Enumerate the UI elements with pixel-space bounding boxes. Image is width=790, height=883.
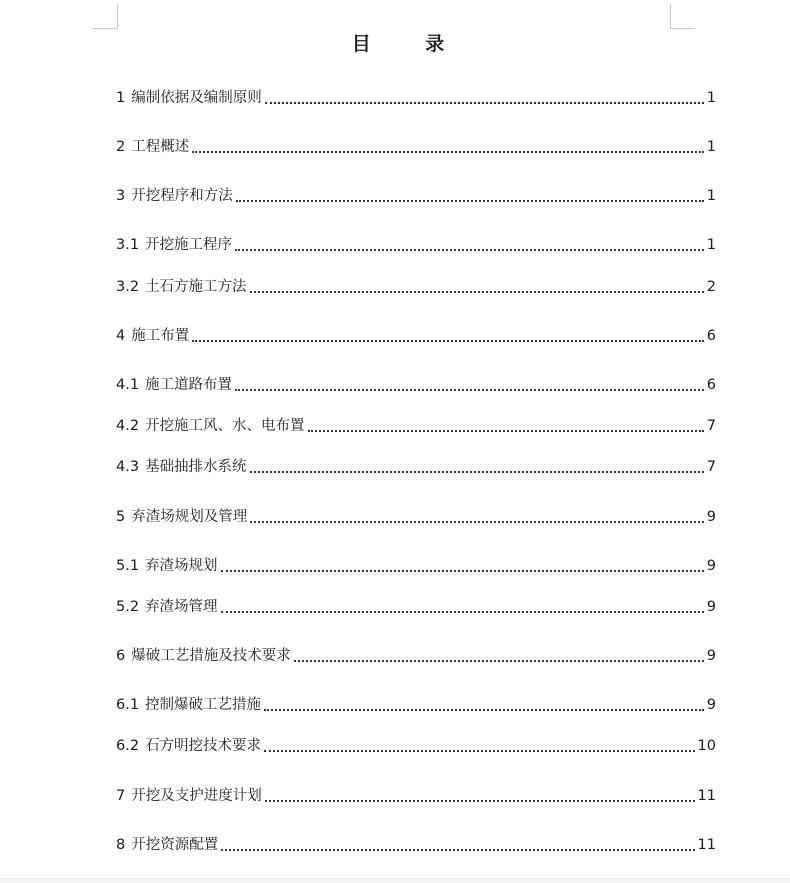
toc-entry-label: 开挖施工风、水、电布置 xyxy=(145,418,305,434)
toc-entry[interactable] xyxy=(116,415,716,437)
toc-entry-label: 基础抽排水系统 xyxy=(145,459,247,475)
toc-entry-page: 11 xyxy=(697,837,716,853)
toc-entry-label: 编制依据及编制原则 xyxy=(131,90,262,106)
toc-entry[interactable] xyxy=(116,596,716,618)
toc-entry-page: 10 xyxy=(697,738,716,754)
toc-dot-leader xyxy=(265,800,695,802)
toc-entry-page: 1 xyxy=(706,188,716,204)
toc-entry-number: 1 xyxy=(116,90,126,106)
toc-entry-label: 开挖施工程序 xyxy=(145,237,233,253)
toc-dot-leader xyxy=(264,750,694,752)
toc-dot-leader xyxy=(221,570,704,572)
toc-entry-label: 土石方施工方法 xyxy=(145,279,247,295)
toc-entry[interactable] xyxy=(116,374,716,396)
toc-dot-leader xyxy=(250,471,704,473)
toc-entry-number: 8 xyxy=(116,837,126,853)
toc-entry-number: 6 xyxy=(116,648,126,664)
toc-dot-leader xyxy=(308,430,704,432)
toc-entry-number: 5.1 xyxy=(116,558,140,574)
toc-entry-page: 7 xyxy=(706,418,716,434)
toc-entry-label: 开挖及支护进度计划 xyxy=(131,788,262,804)
toc-entry[interactable] xyxy=(116,87,716,109)
toc-entry-number: 3 xyxy=(116,188,126,204)
toc-entry-page: 7 xyxy=(706,459,716,475)
toc-entry[interactable] xyxy=(116,185,716,207)
toc-entry[interactable] xyxy=(116,735,716,757)
toc-entry-label: 工程概述 xyxy=(131,139,190,155)
toc-entry-number: 6.1 xyxy=(116,697,140,713)
toc-entry-label: 爆破工艺措施及技术要求 xyxy=(131,648,291,664)
toc-entry[interactable] xyxy=(116,276,716,298)
toc-entry[interactable] xyxy=(116,645,716,667)
toc-entry-page: 1 xyxy=(706,139,716,155)
toc-entry-number: 4 xyxy=(116,328,126,344)
toc-entry[interactable] xyxy=(116,506,716,528)
toc-dot-leader xyxy=(235,389,704,391)
toc-entry-number: 2 xyxy=(116,139,126,155)
toc-entry-number: 4.2 xyxy=(116,418,140,434)
toc-entry-label: 施工布置 xyxy=(131,328,190,344)
table-of-contents xyxy=(116,0,716,878)
toc-entry-number: 4.1 xyxy=(116,377,140,393)
toc-entry-number: 4.3 xyxy=(116,459,140,475)
toc-entry-page: 1 xyxy=(706,237,716,253)
toc-entry-page: 6 xyxy=(706,377,716,393)
toc-entry[interactable] xyxy=(116,785,716,807)
toc-entry-page: 2 xyxy=(706,279,716,295)
toc-dot-leader xyxy=(265,102,704,104)
toc-entry[interactable] xyxy=(116,456,716,478)
toc-entry-label: 开挖资源配置 xyxy=(131,837,219,853)
toc-entry-page: 9 xyxy=(706,509,716,525)
toc-entry-label: 弃渣场规划及管理 xyxy=(131,509,248,525)
toc-entry-number: 6.2 xyxy=(116,738,140,754)
toc-entry-number: 7 xyxy=(116,788,126,804)
toc-entry[interactable] xyxy=(116,325,716,347)
toc-entry-number: 5.2 xyxy=(116,599,140,615)
toc-entry-label: 石方明挖技术要求 xyxy=(145,738,262,754)
toc-entry-number: 5 xyxy=(116,509,126,525)
toc-dot-leader xyxy=(192,340,704,342)
toc-entry-page: 9 xyxy=(706,697,716,713)
toc-entry[interactable] xyxy=(116,136,716,158)
toc-dot-leader xyxy=(294,660,704,662)
toc-entry-page: 9 xyxy=(706,648,716,664)
toc-dot-leader xyxy=(250,291,704,293)
toc-entry[interactable] xyxy=(116,834,716,856)
toc-title: 目 录 xyxy=(351,33,469,55)
toc-dot-leader xyxy=(192,151,704,153)
toc-dot-leader xyxy=(235,249,704,251)
toc-entry-label: 施工道路布置 xyxy=(145,377,233,393)
toc-entry[interactable] xyxy=(116,555,716,577)
toc-entry-label: 弃渣场管理 xyxy=(145,599,218,615)
toc-entry-page: 9 xyxy=(706,599,716,615)
margin-corner-mark-left xyxy=(93,4,118,29)
toc-dot-leader xyxy=(221,611,704,613)
toc-entry-page: 11 xyxy=(697,788,716,804)
toc-entry-number: 3.2 xyxy=(116,279,140,295)
toc-dot-leader xyxy=(236,200,704,202)
toc-entry-page: 6 xyxy=(706,328,716,344)
toc-entry-page: 9 xyxy=(706,558,716,574)
toc-entry[interactable] xyxy=(116,694,716,716)
toc-entry-label: 开挖程序和方法 xyxy=(131,188,233,204)
toc-dot-leader xyxy=(264,709,704,711)
toc-entry-number: 3.1 xyxy=(116,237,140,253)
toc-entry-label: 弃渣场规划 xyxy=(145,558,218,574)
toc-dot-leader xyxy=(221,849,694,851)
toc-entry[interactable] xyxy=(116,234,716,256)
toc-entry-label: 控制爆破工艺措施 xyxy=(145,697,262,713)
toc-entry-page: 1 xyxy=(706,90,716,106)
toc-dot-leader xyxy=(250,521,704,523)
